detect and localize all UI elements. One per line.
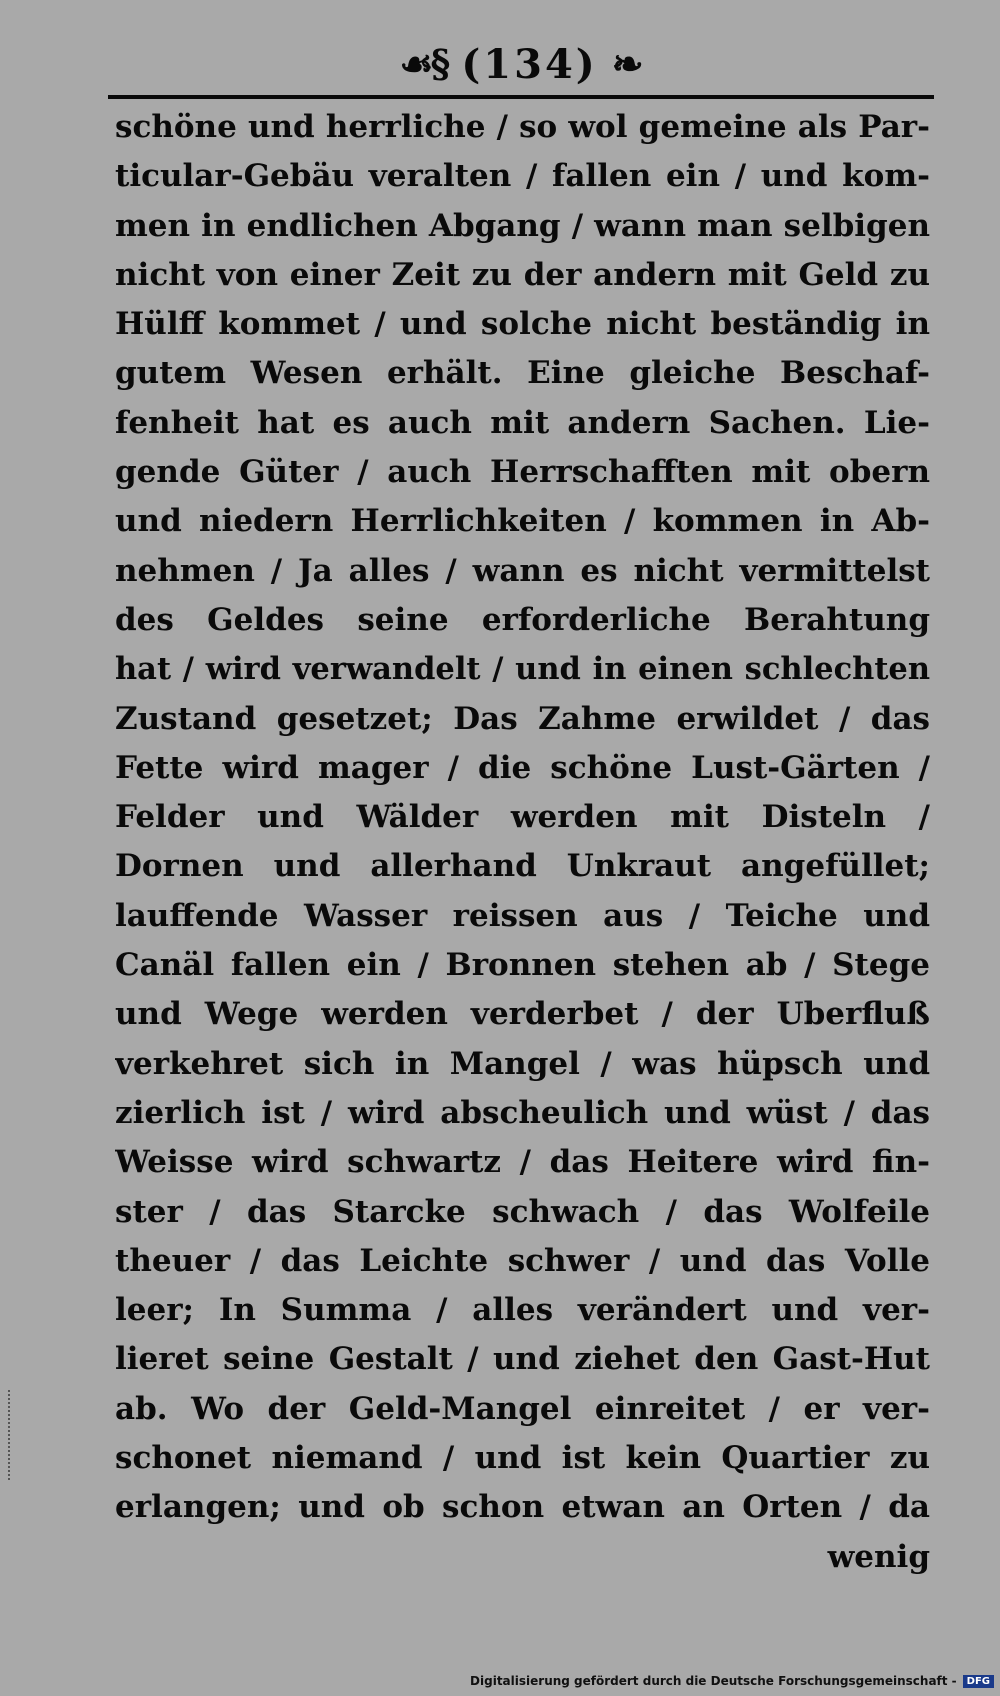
text-line: des Geldes seine erforderliche Berahtung bbox=[115, 601, 930, 638]
text-line: lieret seine Gestalt / und ziehet den Gast-Hut bbox=[115, 1341, 930, 1378]
text-line: verkehret sich in Mangel / was hüpsch und bbox=[115, 1045, 930, 1082]
text-line: Canäl fallen ein / Bronnen stehen ab / Stege bbox=[115, 947, 930, 984]
page-number: (134) bbox=[461, 40, 598, 88]
text-line: theuer / das Leichte schwer / und das Volle bbox=[115, 1242, 930, 1279]
text-line: hat / wird verwandelt / und in einen schlechten bbox=[115, 651, 930, 688]
text-line: Dornen und allerhand Unkraut angefüllet; bbox=[115, 848, 930, 885]
text-line: Fette wird mager / die schöne Lust-Gärten / bbox=[115, 749, 930, 786]
text-line: ticular-Gebäu veralten / fallen ein / und kom- bbox=[115, 158, 930, 195]
text-line: lauffende Wasser reissen aus / Teiche und bbox=[115, 897, 930, 934]
text-line: nicht von einer Zeit zu der andern mit Geld zu bbox=[115, 256, 930, 293]
header-rule bbox=[108, 95, 934, 99]
footer-credit bbox=[470, 1670, 994, 1692]
margin-mark bbox=[8, 1390, 12, 1480]
ornament-left: ☙§ bbox=[399, 41, 448, 86]
body-text bbox=[115, 103, 930, 1582]
text-line: leer; In Summa / alles verändert und ver- bbox=[115, 1292, 930, 1329]
page-header bbox=[110, 34, 930, 94]
dfg-logo: DFG bbox=[963, 1675, 994, 1688]
text-line: Hülff kommet / und solche nicht beständig in bbox=[115, 306, 930, 343]
text-line: Zustand gesetzet; Das Zahme erwildet / das bbox=[115, 700, 930, 737]
text-line: schonet niemand / und ist kein Quartier zu bbox=[115, 1440, 930, 1477]
text-line: und Wege werden verderbet / der Uberfluß bbox=[115, 996, 930, 1033]
text-line: schöne und herrliche / so wol gemeine als Par- bbox=[115, 109, 930, 145]
text-line: zierlich ist / wird abscheulich und wüst / das bbox=[115, 1094, 930, 1131]
text-line: ab. Wo der Geld-Mangel einreitet / er ver- bbox=[115, 1390, 930, 1427]
text-line: gutem Wesen erhält. Eine gleiche Beschaf- bbox=[115, 355, 930, 392]
text-line: Felder und Wälder werden mit Disteln / bbox=[115, 799, 930, 836]
text-line: ster / das Starcke schwach / das Wolfeile bbox=[115, 1193, 930, 1230]
ornament-right: ❧ bbox=[611, 41, 641, 86]
text-line: men in endlichen Abgang / wann man selbigen bbox=[115, 207, 930, 244]
text-line: wenig bbox=[827, 1538, 930, 1575]
text-line: und niedern Herrlichkeiten / kommen in Ab- bbox=[115, 503, 930, 540]
text-line: erlangen; und ob schon etwan an Orten / da bbox=[115, 1489, 930, 1526]
text-line: fenheit hat es auch mit andern Sachen. Lie- bbox=[115, 404, 930, 441]
text-line: Weisse wird schwartz / das Heitere wird fin- bbox=[115, 1144, 930, 1181]
footer-credit-text: Digitalisierung gefördert durch die Deutsche Forschungsgemeinschaft - bbox=[470, 1674, 957, 1688]
text-line: nehmen / Ja alles / wann es nicht vermittelst bbox=[115, 552, 930, 589]
text-line: gende Güter / auch Herrschafften mit obern bbox=[115, 454, 930, 491]
